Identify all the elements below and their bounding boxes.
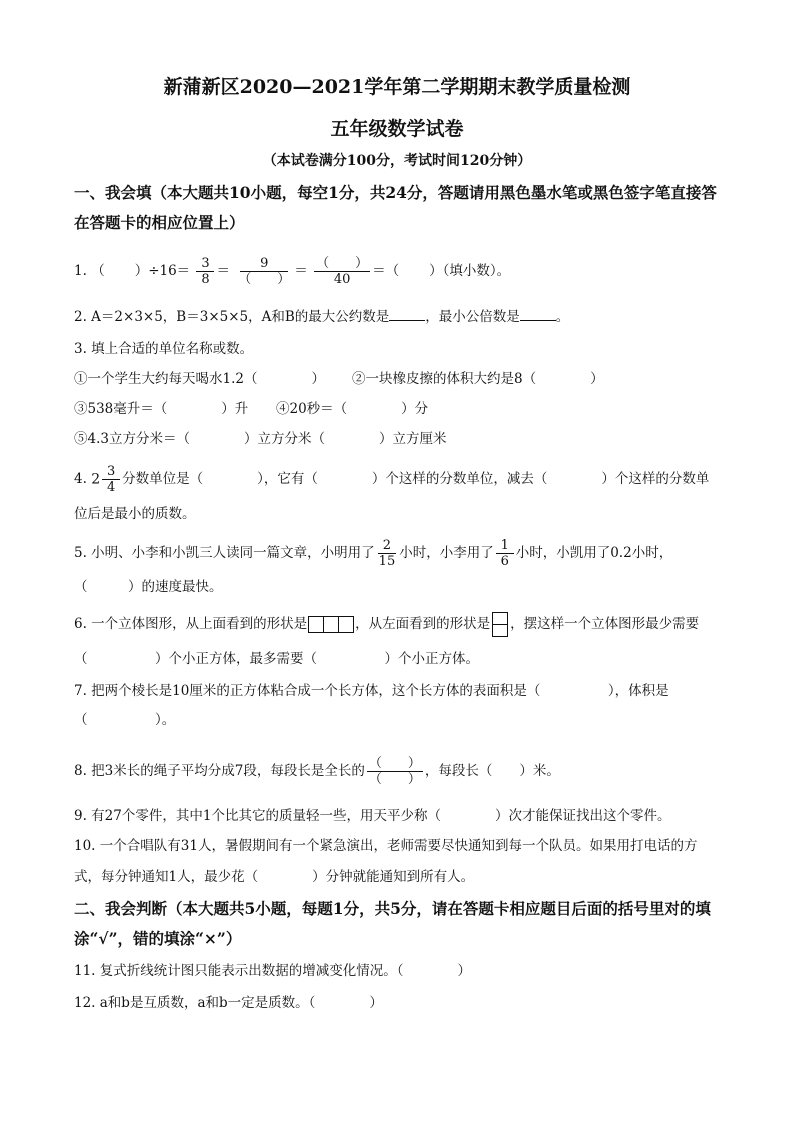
exam-subtitle: 五年级数学试卷 bbox=[330, 118, 464, 140]
q8-text-b: ，每段长（ ）米。 bbox=[424, 763, 560, 779]
q4-num: 3 bbox=[102, 464, 120, 480]
q1-label: 1. bbox=[74, 263, 87, 279]
q4-text: 分数单位是（ ），它有（ ）个这样的分数单位，减去（ ）个这样的分数单 bbox=[122, 471, 710, 487]
q6-text-a: 6. 一个立体图形，从上面看到的形状是 bbox=[74, 616, 308, 632]
q5-f2-den: 6 bbox=[500, 554, 509, 569]
q1-paren-close: ） bbox=[134, 263, 149, 279]
q5-f1-den: 15 bbox=[378, 554, 396, 569]
q1-fraction-3 bbox=[314, 256, 370, 287]
q2-text-b: ，最小公倍数是 bbox=[425, 309, 520, 325]
q4-label: 4. bbox=[74, 471, 87, 487]
q5-text-c: 小时，小凯用了0.2小时， bbox=[515, 545, 673, 561]
q3-row2b: ④20秒＝（ ）分 bbox=[276, 401, 429, 417]
q1-eq-1: ＝ bbox=[216, 263, 230, 279]
q5-fraction-2 bbox=[496, 538, 514, 569]
q1-paren-open: （ bbox=[91, 263, 105, 279]
q1-eq-3: ＝ bbox=[372, 263, 386, 279]
q3-row2a: ③538毫升＝（ ）升 bbox=[74, 401, 249, 417]
question-12: 12. a和b是互质数，a和b一定是质数。（ ） bbox=[74, 995, 383, 1011]
q5-line2: （ ）的速度最快。 bbox=[74, 579, 223, 595]
section-2-heading: 二、我会判断（本大题共5小题，每题1分，共5分，请在答题卡相应题目后面的括号里对的填涂“√”，错的填涂“×”） bbox=[74, 899, 711, 948]
q5-f2-num: 1 bbox=[496, 538, 514, 554]
question-8 bbox=[74, 756, 560, 787]
q8-fraction bbox=[367, 756, 423, 787]
q8-text-a: 8. 把3米长的绳子平均分成7段，每段长是全长的 bbox=[74, 763, 365, 779]
q2-blank-gcd bbox=[389, 306, 425, 321]
question-1 bbox=[74, 256, 510, 287]
left-view-figure bbox=[492, 612, 508, 637]
top-view-figure bbox=[308, 616, 354, 633]
q1-eq-2: ＝ bbox=[294, 263, 308, 279]
q5-text-a: 5. 小明、小李和小凯三人读同一篇文章，小明用了 bbox=[74, 545, 375, 561]
q10-line1: 10. 一个合唱队有31人，暑假期间有一个紧急演出，老师需要尽快通知到每一个队员。如果用打电话的方 bbox=[74, 838, 698, 854]
q3-row1a: ①一个学生大约每天喝水1.2（ ） bbox=[74, 371, 325, 387]
q8-num: （ ） bbox=[368, 756, 421, 771]
q3-row1b: ②一块橡皮擦的体积大约是8（ ） bbox=[352, 371, 604, 387]
q4-fraction bbox=[102, 464, 120, 495]
q5-f1-num: 2 bbox=[378, 538, 396, 554]
q2-text-c: 。 bbox=[555, 309, 570, 325]
exam-note: （本试卷满分100分，考试时间120分钟） bbox=[262, 153, 532, 169]
q1-f1-den: 8 bbox=[201, 272, 210, 287]
q1-f2-num: 9 bbox=[240, 256, 288, 272]
q1-f3-den: 40 bbox=[333, 272, 351, 287]
q1-paren-open-2: （ bbox=[385, 263, 400, 279]
q6-text-c: ，摆这样一个立体图形最少需要 bbox=[510, 616, 700, 632]
q10-line2: 式，每分钟通知1人，最少花（ ）分钟就能通知到所有人。 bbox=[74, 869, 475, 885]
q7-line2: （ ）。 bbox=[74, 712, 176, 728]
q1-div16: ÷16＝ bbox=[148, 263, 191, 279]
q1-tail: （填小数）。 bbox=[442, 263, 511, 279]
question-2 bbox=[74, 306, 569, 328]
q5-fraction-1 bbox=[377, 538, 398, 569]
q2-blank-lcm bbox=[520, 306, 556, 321]
q1-f1-num: 3 bbox=[196, 256, 214, 272]
q4-den: 4 bbox=[106, 480, 116, 495]
q3-row3: ⑤4.3立方分米＝（ ）立方分米（ ）立方厘米 bbox=[74, 431, 447, 447]
q6-line2: （ ）个小正方体，最多需要（ ）个小正方体。 bbox=[74, 651, 479, 667]
q2-text-a: 2. A＝2×3×5，B＝3×5×5，A和B的最大公约数是 bbox=[74, 309, 390, 325]
q4-whole: 2 bbox=[91, 471, 101, 488]
q1-fraction-2 bbox=[236, 256, 292, 287]
question-6 bbox=[74, 612, 699, 637]
q3-intro: 3. 填上合适的单位名称或数。 bbox=[74, 341, 254, 357]
question-5 bbox=[74, 538, 672, 569]
q6-text-b: ，从左面看到的形状是 bbox=[355, 616, 491, 632]
question-4 bbox=[74, 464, 709, 495]
question-9: 9. 有27个零件，其中1个比其它的质量轻一些，用天平少称（ ）次才能保证找出这个零件。 bbox=[74, 808, 671, 824]
q4-line2: 位后是最小的质数。 bbox=[74, 506, 196, 522]
exam-title: 新蒲新区2020—2021学年第二学期期末教学质量检测 bbox=[163, 76, 631, 98]
question-11: 11. 复式折线统计图只能表示出数据的增减变化情况。（ ） bbox=[74, 963, 472, 979]
q7-line1: 7. 把两个棱长是10厘米的正方体粘合成一个长方体，这个长方体的表面积是（ ），体积是 bbox=[74, 683, 669, 699]
q1-paren-close-2: ） bbox=[429, 263, 443, 279]
q1-f3-num: （ ） bbox=[316, 256, 369, 271]
q8-den: （ ） bbox=[368, 772, 421, 787]
q1-fraction-1 bbox=[196, 256, 214, 287]
q1-f2-den: （ ） bbox=[238, 272, 291, 287]
q5-text-b: 小时，小李用了 bbox=[399, 545, 494, 561]
section-1-heading: 一、我会填（本大题共10小题，每空1分，共24分，答题请用黑色墨水笔或黑色签字笔直接答在答题卡的相应位置上） bbox=[74, 183, 717, 232]
